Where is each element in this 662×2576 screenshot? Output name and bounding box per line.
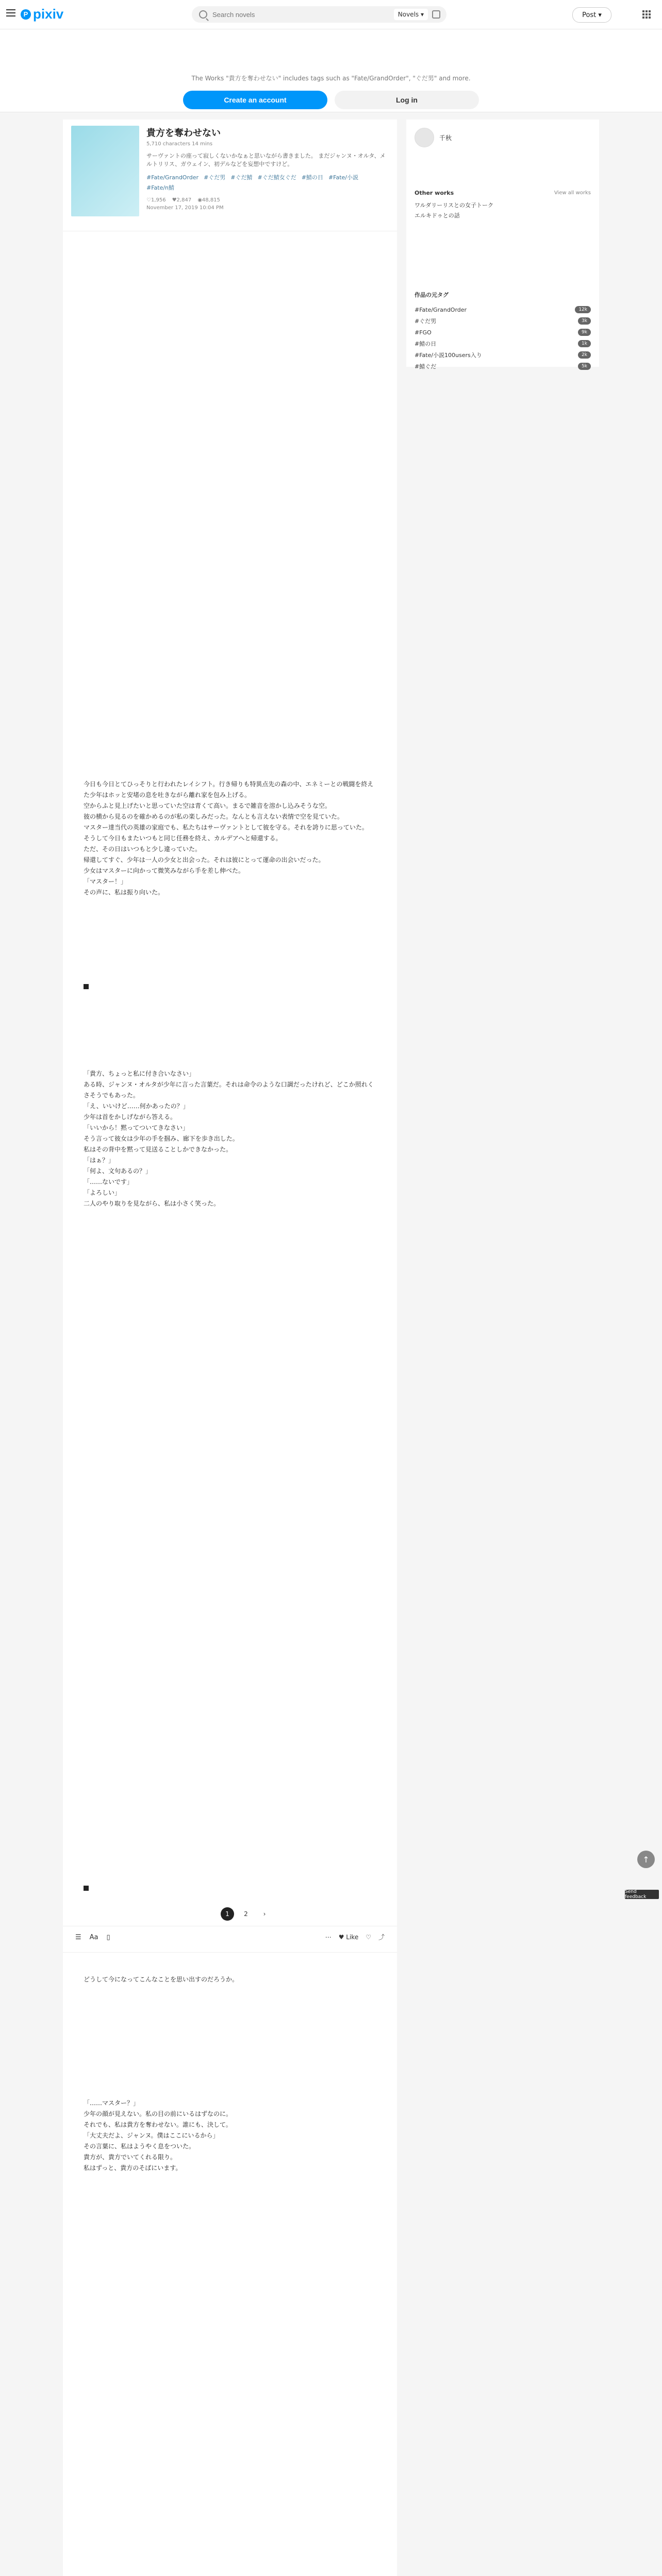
tag[interactable]: #Fate/GrandOrder: [146, 174, 199, 181]
popular-tag-row[interactable]: [415, 315, 591, 327]
more-options-icon[interactable]: ⋯: [325, 1933, 332, 1941]
paragraph: 「大丈夫だよ、ジャンヌ。僕はここにいるから」: [84, 2132, 219, 2139]
popular-tag-row[interactable]: [415, 349, 591, 361]
paragraph: そう言って彼女は少年の手を掴み、廊下を歩き出した。: [84, 1135, 239, 1142]
feedback-button[interactable]: Send feedback: [625, 1890, 659, 1899]
paragraph: 「マスター！」: [84, 878, 127, 885]
paragraph: 少年は首をかしげながら答える。: [84, 1113, 177, 1121]
search-input[interactable]: [211, 10, 378, 19]
paragraph: どうして今になってこんなことを思い出すのだろうか。: [84, 1976, 239, 1983]
paragraph: 私はずっと、貴方のそばにいます。: [84, 2164, 182, 2172]
login-button[interactable]: Log in: [335, 91, 479, 109]
create-account-button[interactable]: Create an account: [183, 91, 327, 109]
paragraph: ある時、ジャンヌ・オルタが少年に言った言葉だ。それは命令のような口調だったけれど、どこか照れくさそうでもあった。: [84, 1081, 374, 1099]
tag[interactable]: #ぐだ男: [204, 174, 226, 181]
menu-list-icon[interactable]: ☰: [75, 1934, 81, 1941]
paragraph: マスター達当代の英雄の家庭でも、私たちはサーヴァントとして彼を守る。それを誇りに思っていた。: [84, 824, 368, 831]
tag-count-badge: 9k: [578, 329, 591, 336]
bookmark-ribbon-icon[interactable]: ▯: [106, 1934, 110, 1941]
paragraph: その言葉に、私はようやく息をついた。: [84, 2143, 195, 2150]
paragraph: 「……マスター？」: [84, 2099, 140, 2107]
scroll-to-top-button[interactable]: ↑: [637, 1851, 655, 1868]
tag-count-badge: 3k: [578, 317, 591, 325]
paragraph: 「何よ、文句あるの？」: [84, 1167, 152, 1175]
tag[interactable]: #ぐだ鯖: [230, 174, 253, 181]
text-section-2: [84, 1069, 377, 1209]
popular-tag-row[interactable]: [415, 361, 591, 372]
popular-tag-row[interactable]: [415, 304, 591, 315]
popular-tag: #Fate/小説100users入り: [415, 352, 482, 359]
popular-tags-heading: 作品の元タグ: [415, 292, 449, 298]
post-date: November 17, 2019 10:04 PM: [146, 205, 224, 211]
avatar[interactable]: [415, 128, 434, 147]
view-count: ◉48,815: [197, 197, 220, 203]
popular-tag: #鯖ぐだ: [415, 363, 437, 370]
paragraph: 「いいから！黙ってついてきなさい」: [84, 1124, 189, 1131]
menu-icon[interactable]: [6, 9, 15, 16]
text-section-3: [84, 1974, 377, 2174]
tag-count-badge: 5k: [578, 363, 591, 370]
signup-banner: [0, 29, 662, 112]
post-button[interactable]: Post ▾: [572, 7, 611, 23]
work-title: 貴方を奪わせない: [146, 128, 221, 139]
popular-tag: #鯖の日: [415, 341, 437, 347]
section-break-marker: [84, 984, 89, 989]
search-type-select[interactable]: Novels ▾: [394, 9, 428, 20]
paragraph: 二人のやり取りを見ながら、私は小さく笑った。: [84, 1200, 220, 1207]
paragraph: 少年の顔が見えない。私の目の前にいるはずなのに。: [84, 2110, 233, 2117]
author-name[interactable]: 千秋: [439, 134, 452, 142]
work-description: サーヴァントの座って寂しくないかなぁと思いながら書きました。 まだジャンヌ・オルタ、メルトリリス、ガウェイン、初デルなどを妄想中ですけど。: [146, 152, 386, 167]
paragraph: それでも、私は貴方を奪わせない。誰にも、決して。: [84, 2121, 232, 2128]
other-work-link[interactable]: ワルダリーリスとの女子トーク: [415, 202, 494, 209]
page-next-number[interactable]: 2: [244, 1910, 248, 1918]
popular-tag: #ぐだ男: [415, 318, 437, 325]
paragraph: 今日も今日とてひっそりと行われたレイシフト。行き帰りも特異点先の森の中、エネミーとの戦闘を終えた少年はホッと安堵の息を吐きながら離れ家を包み上げる。: [84, 781, 374, 799]
apps-grid-icon[interactable]: [642, 10, 651, 19]
logo-mark-icon: P: [21, 9, 31, 20]
paragraph: 空からふと見上げたいと思っていた空は青くて高い。まるで雑音を溶かし込みそうな空。: [84, 802, 331, 809]
search-icon: [199, 10, 207, 19]
paragraph: ただ、その日はいつもと少し違っていた。: [84, 845, 202, 853]
paragraph: 貴方が、貴方でいてくれる限り。: [84, 2154, 177, 2161]
font-size-icon[interactable]: Aa: [89, 1934, 98, 1941]
like-count: ♡1,956: [146, 197, 166, 203]
popular-tag-row[interactable]: [415, 327, 591, 338]
tag[interactable]: #Fate/小説: [328, 174, 358, 181]
like-button[interactable]: ♥ Like: [338, 1933, 359, 1941]
search-settings-icon[interactable]: [432, 10, 440, 19]
sidebar: [406, 120, 599, 370]
paragraph: 彼の横から見るのを確かめるのが私の楽しみだった。なんとも言えない表情で空を見ていた。: [84, 813, 344, 820]
tag-list: [146, 174, 389, 192]
other-works-heading: Other works: [415, 190, 454, 196]
section-break-marker: [84, 1886, 89, 1891]
paragraph: 「はぁ？」: [84, 1157, 115, 1164]
paragraph: 少女はマスターに向かって微笑みながら手を差し伸べた。: [84, 867, 245, 874]
novel-main: [63, 120, 397, 2576]
pagination: [221, 1907, 271, 1921]
tag-count-badge: 12k: [575, 306, 591, 313]
tag[interactable]: #鯖の日: [301, 174, 323, 181]
reader-toolbar: [63, 1926, 397, 1953]
work-stats: [146, 197, 389, 203]
paragraph: その声に、私は振り向いた。: [84, 889, 164, 896]
popular-tag: #Fate/GrandOrder: [415, 306, 467, 313]
popular-tag: #FGO: [415, 329, 432, 336]
share-icon[interactable]: ⤴: [378, 1934, 385, 1941]
paragraph: 「……ないです」: [84, 1178, 134, 1185]
search-bar: [192, 6, 446, 23]
paragraph: 「貴方、ちょっと私に付き合いなさい」: [84, 1070, 195, 1077]
popular-tags-list: [415, 304, 591, 372]
tag-count-badge: 1k: [578, 340, 591, 347]
paragraph: 帰還してすぐ、少年は一人の少女と出会った。それは彼にとって運命の出会いだった。: [84, 856, 325, 863]
banner-text: The Works "貴方を奪わせない" includes tags such as "Fate/GrandOrder", "ぐだ男" and more.: [191, 75, 471, 82]
logo[interactable]: [21, 6, 63, 22]
page-next-arrow-icon[interactable]: ›: [263, 1910, 266, 1918]
text-section-1: [84, 779, 377, 898]
page-current[interactable]: 1: [221, 1907, 234, 1921]
paragraph: 「え、いいけど……何かあったの？」: [84, 1103, 189, 1110]
bookmark-count: ♥2,847: [172, 197, 192, 203]
paragraph: 「よろしい」: [84, 1189, 121, 1196]
heart-icon[interactable]: ♡: [366, 1933, 371, 1941]
tag[interactable]: #ぐだ鯖女ぐだ: [257, 174, 296, 181]
logo-text: pixiv: [33, 6, 64, 22]
paragraph: そうして今日もまたいつもと同じ任務を終え、カルデアへと帰還する。: [84, 835, 282, 842]
popular-tag-row[interactable]: [415, 338, 591, 349]
author-card[interactable]: [415, 128, 452, 147]
tag-count-badge: 2k: [578, 351, 591, 359]
work-info: 5,710 characters 14 mins: [146, 141, 213, 147]
tag[interactable]: #Fate/n鯖: [146, 184, 175, 191]
paragraph: 私はその背中を黙って見送ることしかできなかった。: [84, 1146, 233, 1153]
header: [0, 0, 662, 29]
other-work-link[interactable]: エルキドゥとの話: [415, 212, 460, 219]
cover-image[interactable]: [71, 126, 139, 216]
view-all-link[interactable]: View all works: [554, 190, 591, 196]
